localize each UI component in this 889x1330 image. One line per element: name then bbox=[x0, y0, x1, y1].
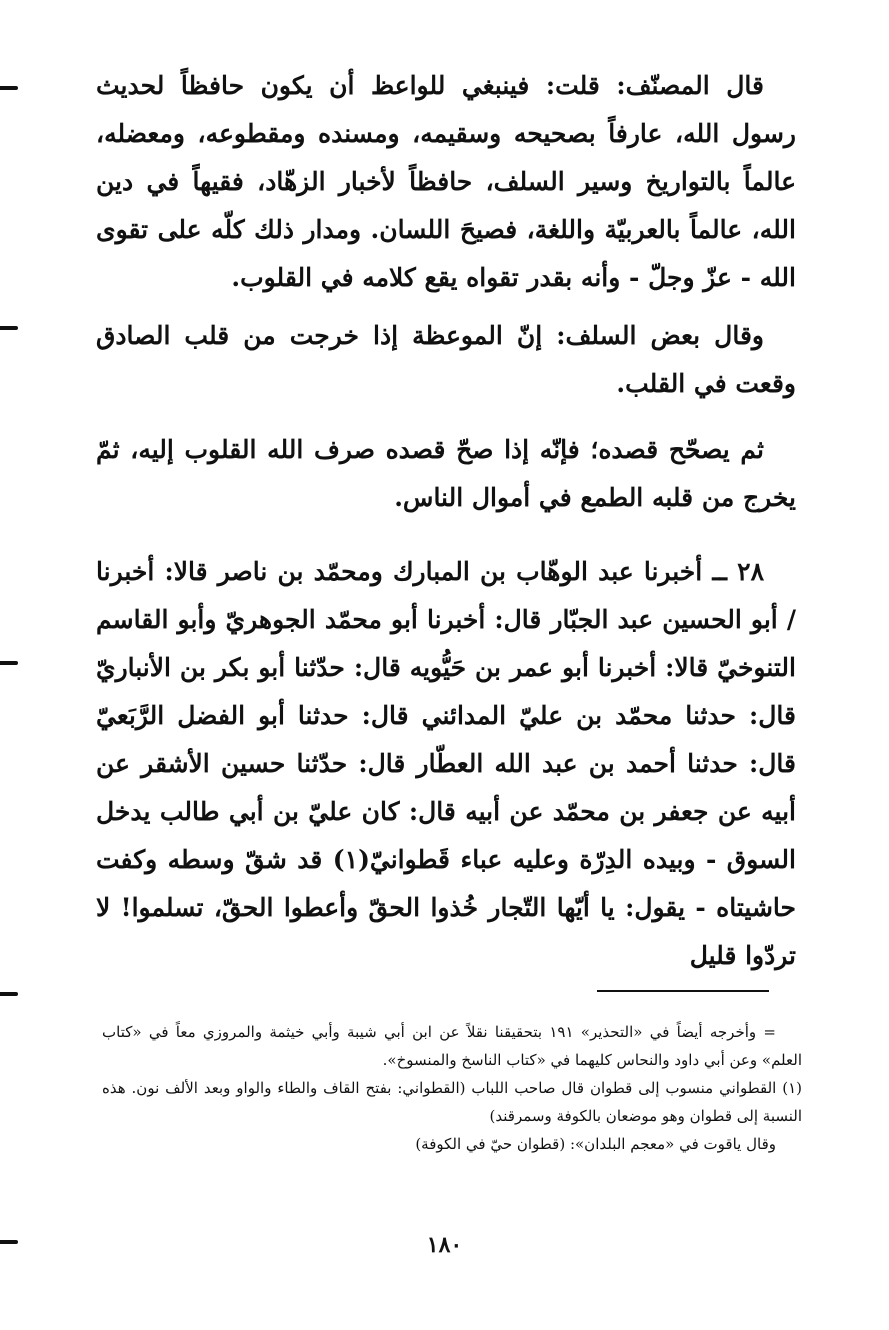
footnote-1-continuation: وقال ياقوت في «معجم البلدان»: (قطوان حيّ في الكوفة) bbox=[415, 1135, 776, 1153]
margin-mark bbox=[0, 661, 18, 665]
margin-mark bbox=[0, 1240, 18, 1244]
paragraph-preacher-qualities: قال المصنّف: قلت: فينبغي للواعظ أن يكون حافظاً لحديث رسول الله، عارفاً بصحيحه وسقيمه، ومسنده ومقطوعه، ومعضله، عالماً بالتواريخ وسير السلف، حافظاً لأخبار الزهّاد، فقيهاً في دين الله، عالماً بالعربيّة واللغة، فصيحَ اللسان. ومدار ذلك كلّه على تقوى الله - عزّ وجلّ - وأنه بقدر تقواه يقع كلامه في القلوب. bbox=[96, 71, 796, 292]
paragraph-sincere-intent: ثم يصحّح قصده؛ فإنّه إذا صحّ قصده صرف الله القلوب إليه، ثمّ يخرج من قلبه الطمع في أموال الناس. bbox=[96, 435, 796, 512]
paragraph-hadith-28: ٢٨ ــ أخبرنا عبد الوهّاب بن المبارك ومحمّد بن ناصر قالا: أخبرنا / أبو الحسين عبد الجبّار قال: أخبرنا أبو محمّد الجوهريّ وأبو القاسم التنوخيّ قالا: أخبرنا أبو عمر بن حَيُّويه قال: حدّثنا أبو بكر بن الأنباريّ قال: حدثنا محمّد بن عليّ المدائني قال: حدثنا أبو الفضل الرَّبَعيّ قال: حدثنا أحمد بن عبد الله العطّار قال: حدّثنا حسين الأشقر عن أبيه عن جعفر بن محمّد عن أبيه قال: كان عليّ بن أبي طالب يدخل السوق - وبيده الدِرّة وعليه عباء قَطوانيّ(١) قد شقّ وسطه وكفت حاشيتاه - يقول: يا أيّها التّجار خُذوا الحقّ وأعطوا الحقّ، تسلموا! لا تردّوا قليل bbox=[96, 557, 796, 970]
main-text bbox=[96, 62, 796, 980]
footnote-separator bbox=[597, 990, 769, 992]
margin-mark bbox=[0, 326, 18, 330]
footnote-1: (١) القطواني منسوب إلى قطوان قال صاحب اللباب (القطواني: بفتح القاف والطاء والواو وبعد الألف نون. هذه النسبة إلى قطوان وهو موضعان بالكوفة وسمرقند) bbox=[102, 1079, 802, 1125]
paragraph-salaf-saying: وقال بعض السلف: إنّ الموعظة إذا خرجت من قلب الصادق وقعت في القلب. bbox=[96, 321, 796, 398]
page-number: ١٨٠ bbox=[426, 1232, 463, 1258]
footnotes bbox=[102, 1018, 802, 1158]
margin-mark bbox=[0, 992, 18, 996]
footnote-continuation: = وأخرجه أيضاً في «التحذير» ١٩١ بتحقيقنا نقلاً عن ابن أبي شيبة وأبي خيثمة والمروزي معاً في «كتاب العلم» وعن أبي داود والنحاس كليهما في «كتاب الناسخ والمنسوخ». bbox=[102, 1023, 802, 1069]
margin-mark bbox=[0, 86, 18, 90]
